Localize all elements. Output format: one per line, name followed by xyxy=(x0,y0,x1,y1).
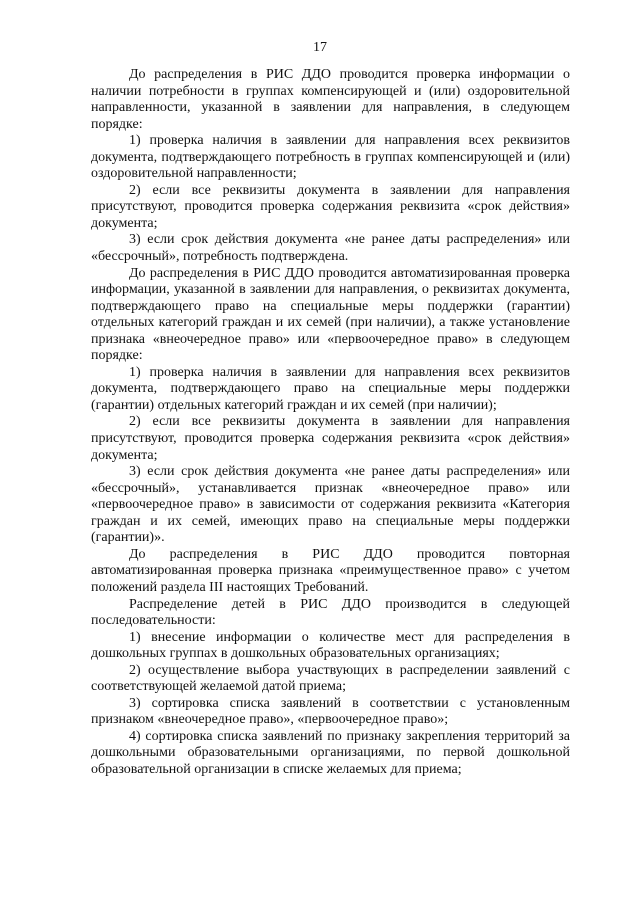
paragraph-distribution-step-4: 4) сортировка списка заявлений по признаку закрепления территорий за дошкольными образовательными организациями, по первой дошкольной образовательной организации в списке желаемых для приема; xyxy=(91,728,570,777)
paragraph-verification-step-1: 1) проверка наличия в заявлении для направления всех реквизитов документа, подтверждающего потребность в группах компенсирующей и (или) оздоровительной направленности; xyxy=(91,133,570,182)
paragraph-distribution-step-3: 3) сортировка списка заявлений в соответствии с установленным признаком «внеочередное право», «первоочередное право»; xyxy=(91,695,570,728)
paragraph-priority-intro: До распределения в РИС ДДО проводится автоматизированная проверка информации, указанной в заявлении для направления, о реквизитах документа, подтверждающего право на специальные меры поддержки (гарантии) отдельных категорий граждан и их семей (при наличии), а также установление признака «внеочередное право» или «первоочередное право» в следующем порядке: xyxy=(91,265,570,364)
paragraph-distribution-intro: Распределение детей в РИС ДДО производится в следующей последовательности: xyxy=(91,596,570,629)
paragraph-priority-step-2: 2) если все реквизиты документа в заявлении для направления присутствуют, проводится проверка содержания реквизита «срок действия» документа; xyxy=(91,414,570,463)
paragraph-distribution-step-2: 2) осуществление выбора участвующих в распределении заявлений с соответствующей желаемой датой приема; xyxy=(91,662,570,695)
paragraph-priority-step-1: 1) проверка наличия в заявлении для направления всех реквизитов документа, подтверждающего право на специальные меры поддержки (гарантии) отдельных категорий граждан и их семей (при наличии); xyxy=(91,364,570,413)
paragraph-distribution-step-1: 1) внесение информации о количестве мест для распределения в дошкольных группах в дошкольных образовательных организациях; xyxy=(91,629,570,662)
paragraph-priority-step-3: 3) если срок действия документа «не ранее даты распределения» или «бессрочный», устанавливается признак «внеочередное право» или «первоочередное право» в зависимости от содержания реквизита «Категория граждан и их семей, имеющих право на специальные меры поддержки (гарантии)». xyxy=(91,464,570,546)
page-number: 17 xyxy=(313,40,327,55)
paragraph-verification-step-3: 3) если срок действия документа «не ранее даты распределения» или «бессрочный», потребность подтверждена. xyxy=(91,232,570,265)
document-body xyxy=(91,67,570,779)
paragraph-verification-step-2: 2) если все реквизиты документа в заявлении для направления присутствуют, проводится проверка содержания реквизита «срок действия» документа; xyxy=(91,182,570,231)
paragraph-verification-intro: До распределения в РИС ДДО проводится проверка информации о наличии потребности в группах компенсирующей и (или) оздоровительной направленности, указанной в заявлении для направления, в следующем порядке: xyxy=(91,67,570,132)
paragraph-preferential-check: До распределения в РИС ДДО проводится повторная автоматизированная проверка признака «преимущественное право» с учетом положений раздела III настоящих Требований. xyxy=(91,546,570,595)
